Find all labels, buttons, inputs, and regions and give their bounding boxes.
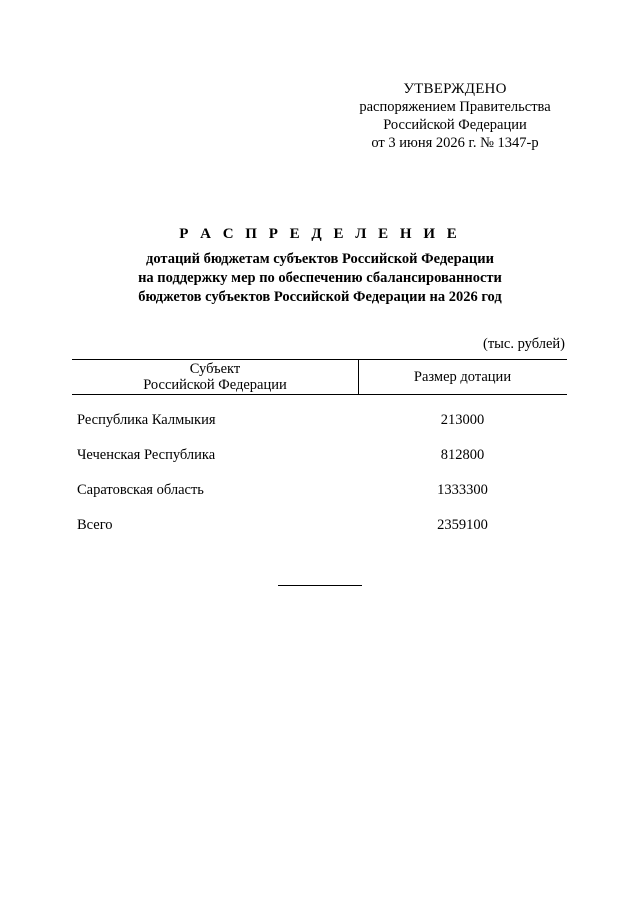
table-top-border xyxy=(72,359,567,360)
subtitle-line-2: на поддержку мер по обеспечению сбалансированности xyxy=(138,270,502,286)
row-total-value: 2359100 xyxy=(437,517,488,533)
approval-block xyxy=(350,80,560,152)
row-subsidy-value: 213000 xyxy=(440,412,485,428)
row-subject-name: Саратовская область xyxy=(77,482,204,498)
row-subsidy-value: 812800 xyxy=(440,447,485,463)
row-total-label: Всего xyxy=(77,517,113,533)
document-end-line xyxy=(278,585,362,586)
approval-line-1: распоряжением Правительства xyxy=(359,99,551,115)
table-header-subject xyxy=(72,361,358,393)
subtitle-line-1: дотаций бюджетам субъектов Российской Федерации xyxy=(146,251,494,267)
approval-line-3: от 3 июня 2026 г. № 1347-р xyxy=(371,135,539,151)
units-label: (тыс. рублей) xyxy=(483,336,565,352)
approval-heading: УТВЕРЖДЕНО xyxy=(403,81,507,97)
row-subject-name: Республика Калмыкия xyxy=(77,412,216,428)
document-subtitle xyxy=(0,250,640,307)
table-header-border xyxy=(72,394,567,395)
table-header-amount: Размер дотации xyxy=(413,369,512,385)
row-subject-name: Чеченская Республика xyxy=(77,447,216,463)
table-row xyxy=(72,482,567,502)
table-header-subject-line-2: Российской Федерации xyxy=(143,377,287,393)
row-subsidy-value: 1333300 xyxy=(437,482,488,498)
table-row-total xyxy=(72,517,567,537)
document-title: Р А С П Р Е Д Е Л Е Н И Е xyxy=(179,226,461,242)
table-row xyxy=(72,412,567,432)
table-header-subject-line-1: Субъект xyxy=(189,361,241,377)
subtitle-line-3: бюджетов субъектов Российской Федерации на 2026 год xyxy=(138,289,502,305)
approval-line-2: Российской Федерации xyxy=(383,117,527,133)
table-row xyxy=(72,447,567,467)
